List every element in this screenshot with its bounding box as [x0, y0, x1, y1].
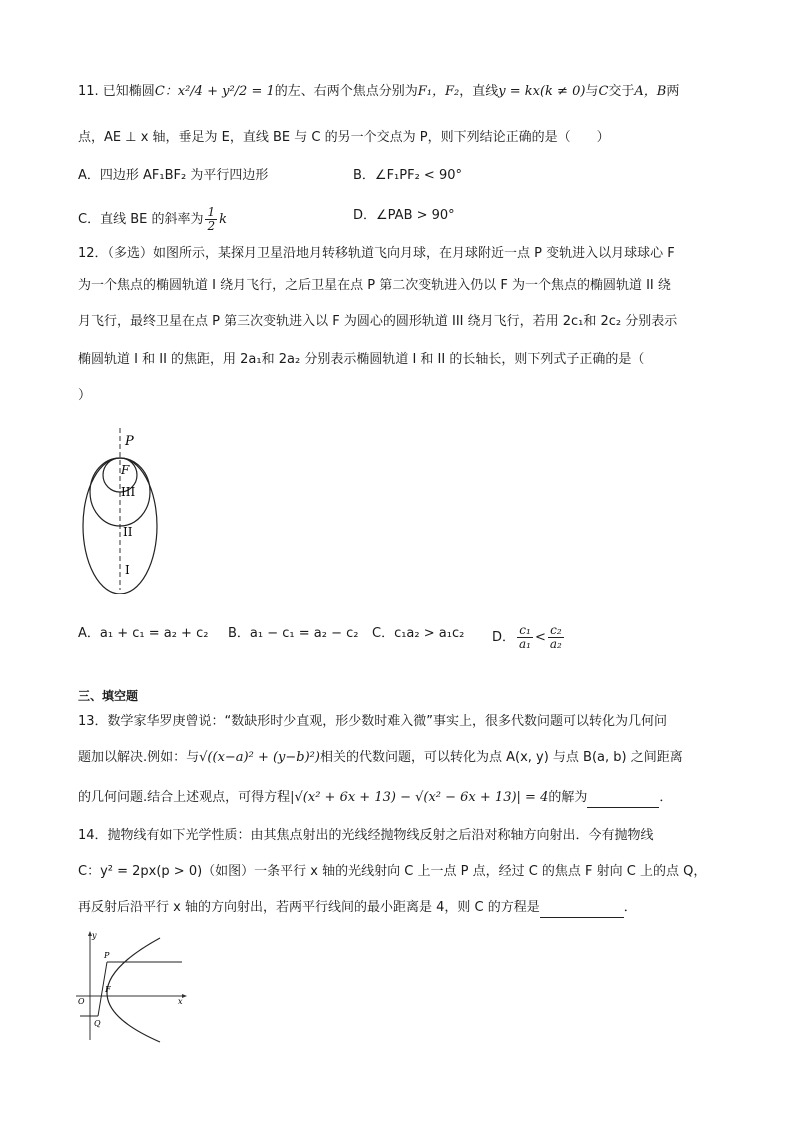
svg-text:P: P	[104, 951, 110, 960]
section-heading-fill-blank: 三、填空题	[78, 689, 139, 703]
svg-text:y: y	[92, 931, 97, 940]
label-ii: II	[123, 525, 133, 539]
q14-line1: 14．抛物线有如下光学性质：由其焦点射出的光线经抛物线反射之后沿对称轴方向射出．今有抛物线	[78, 828, 654, 843]
q13-equation: |√(x² + 6x + 13) − √(x² − 6x + 13)| = 4	[290, 790, 549, 805]
q11-option-b: B．∠F₁PF₂ < 90°	[353, 168, 462, 183]
q12-option-d-prefix: D．	[492, 630, 516, 645]
q12-line3: 月飞行，最终卫星在点 P 第三次变轨进入以 F 为圆心的圆形轨道 III 绕月飞行，若用 2c₁和 2c₂ 分别表示	[78, 314, 678, 329]
q14-line3-a: 再反射后沿平行 x 轴的方向射出，若两平行线间的最小距离是 4，则 C 的方程是	[78, 900, 540, 915]
q12-optd-num2: c₂	[548, 624, 564, 638]
svg-text:O: O	[78, 997, 85, 1006]
q13-line1: 13．数学家华罗庚曾说：“数缺形时少直观，形少数时难入微”事实上，很多代数问题可以转化为几何问	[78, 714, 668, 729]
q11-line1: 11. 已知椭圆C：x²/4 + y²/2 = 1的左、右两个焦点分别为F₁，F₂，直线y = kx(k ≠ 0)与C交于A，B两	[78, 84, 680, 99]
q12-line1: 12．（多选）如图所示，某探月卫星沿地月转移轨道飞向月球，在月球附近一点 P 变轨进入以月球球心 F	[78, 246, 675, 261]
q11-line2: 点，AE ⊥ x 轴，垂足为 E，直线 BE 与 C 的另一个交点为 P，则下列结论正确的是（ ）	[78, 130, 610, 145]
svg-text:Q: Q	[94, 1019, 101, 1028]
q12-optd-den1: a₁	[519, 637, 531, 651]
q11-option-d: D．∠PAB > 90°	[353, 208, 455, 223]
q14-answer-blank[interactable]	[540, 903, 624, 918]
q11-stem-part5: 交于	[608, 84, 635, 99]
q13-line2-a: 题加以解决.例如：与	[78, 750, 200, 765]
q11-stem-part2: 的左、右两个焦点分别为	[274, 84, 418, 99]
label-p: P	[125, 434, 134, 449]
svg-text:x: x	[178, 997, 183, 1006]
q12-line5: ）	[78, 388, 92, 403]
q12-optd-num1: c₁	[517, 624, 533, 638]
q13-line2	[78, 748, 683, 768]
q11-foci: F₁，F₂	[417, 84, 460, 99]
q13-distance-expr: √((x−a)² + (y−b)²)	[199, 750, 320, 765]
q11-stem-part3: ，直线	[459, 84, 499, 99]
parabola-curve	[107, 938, 160, 1042]
q14-line2: C：y² = 2px(p > 0)（如图）一条平行 x 轴的光线射向 C 上一点 P 点，经过 C 的焦点 F 射向 C 上的点 Q，	[78, 864, 707, 879]
q13-answer-blank[interactable]	[587, 793, 659, 808]
q11-line-eq: y = kx(k ≠ 0)	[498, 84, 586, 99]
label-iii: III	[121, 485, 136, 499]
q13-line3: 的几何问题.结合上述观点，可得方程|√(x² + 6x + 13) − √(x² − 6x + 13)| = 4的解为 ．	[78, 788, 672, 808]
q13-line3-c: 的解为	[548, 790, 588, 805]
q11-option-c: C．直线 BE 的斜率为 $\frac{1}{2}$ k	[78, 205, 228, 233]
q11-option-a: A．四边形 AF₁BF₂ 为平行四边形	[78, 168, 269, 183]
q11-stem-part4: 与	[585, 84, 599, 99]
q11-ellipse-eq: C：x²/4 + y²/2 = 1	[154, 84, 275, 99]
q12-optd-den2: a₂	[549, 637, 562, 651]
q11-stem-part1: 11. 已知椭圆	[78, 84, 155, 99]
q12-option-b: B．a₁ − c₁ = a₂ − c₂	[228, 626, 359, 641]
q13-line3-a: 的几何问题.结合上述观点，可得方程	[78, 790, 291, 805]
q12-option-a: A．a₁ + c₁ = a₂ + c₂	[78, 626, 209, 641]
q12-line4: 椭圆轨道 I 和 II 的焦距，用 2a₁和 2a₂ 分别表示椭圆轨道 I 和 II 的长轴长，则下列式子正确的是（	[78, 352, 645, 367]
q12-option-c: C．c₁a₂ > a₁c₂	[372, 626, 465, 641]
q11-stem-part6: 两	[666, 84, 680, 99]
q14-line3: 再反射后沿平行 x 轴的方向射出，若两平行线间的最小距离是 4，则 C 的方程是 ．	[78, 898, 637, 918]
label-i: I	[125, 563, 130, 577]
parabola-figure	[72, 928, 192, 1044]
q11-option-c-prefix: C．直线 BE 的斜率为	[78, 212, 204, 227]
label-f: F	[121, 463, 130, 477]
orbit-figure	[72, 424, 172, 594]
q12-optd-lt: <	[534, 630, 546, 645]
q12-line2: 为一个焦点的椭圆轨道 I 绕月飞行，之后卫星在点 P 第二次变轨进入仍以 F 为一个焦点的椭圆轨道 II 绕	[78, 278, 671, 293]
q12-option-d	[492, 624, 566, 651]
svg-text:F: F	[105, 985, 111, 994]
q13-line2-c: 相关的代数问题，可以转化为点 A(x, y) 与点 B(a, b) 之间距离	[319, 750, 683, 765]
q11-option-c-fraction: $\frac{1}{2}$	[207, 205, 216, 233]
